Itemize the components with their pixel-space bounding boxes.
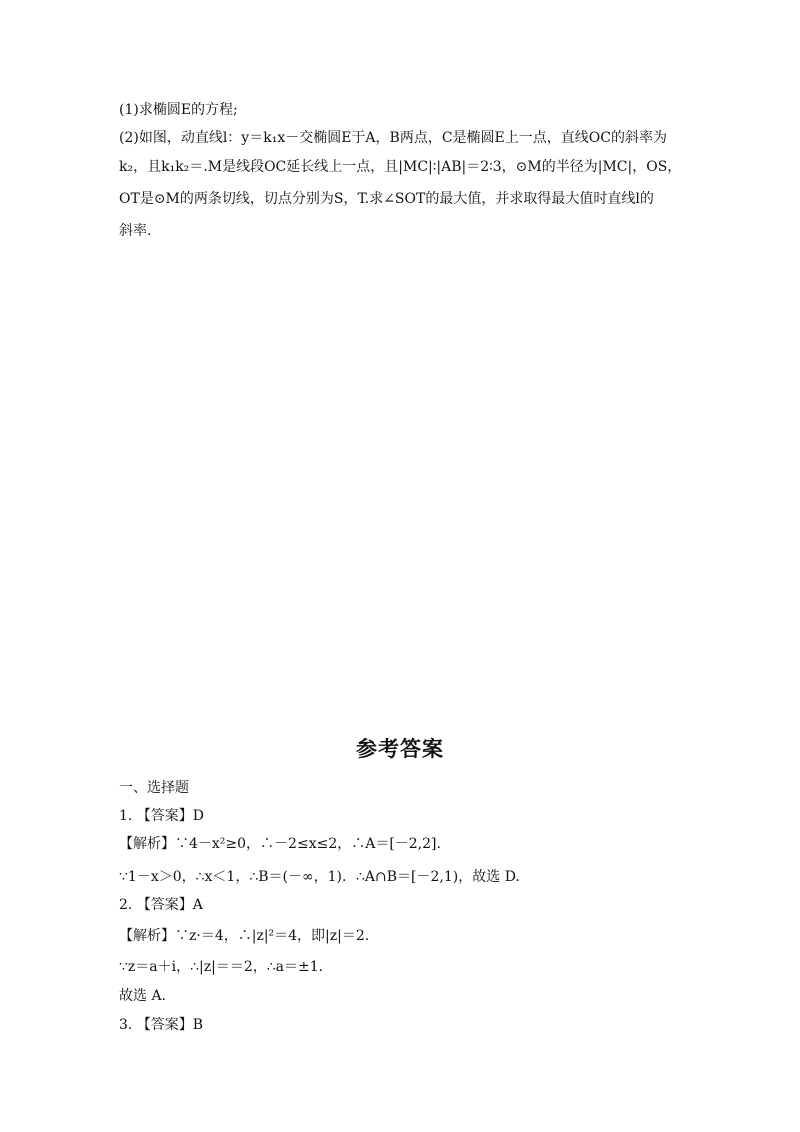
answer-line: 【解析】∵4－x²≥0，∴－2≤x≤2，∴A＝[－2,2]. — [119, 836, 441, 852]
question-part2-line-1: (2)如图，动直线l：y＝k₁x－交椭圆E于A，B两点，C是椭圆E上一点，直线OC的斜率为 — [119, 130, 667, 146]
answers-title: 参考答案 — [356, 737, 444, 761]
answer-line: 3. 【答案】B — [119, 1017, 204, 1033]
question-part2-line-3: OT是⊙M的两条切线，切点分别为S，T.求∠SOT的最大值，并求取得最大值时直线l的 — [119, 191, 654, 207]
answer-line: 2. 【答案】A — [119, 897, 203, 913]
answer-line: ∵1－x＞0，∴x＜1，∴B＝(－∞，1)．∴A∩B＝[－2,1)，故选 D. — [119, 869, 520, 885]
answer-line: ∵z＝a＋i，∴|z|＝＝2，∴a＝±1. — [119, 959, 324, 975]
answer-line: 故选 A. — [119, 988, 167, 1004]
answer-line: 1. 【答案】D — [119, 808, 205, 824]
answer-line: 【解析】∵z·＝4，∴|z|²＝4，即|z|＝2. — [119, 928, 370, 944]
question-part2-line-4: 斜率. — [119, 223, 152, 239]
answers-section-heading: 一、选择题 — [119, 780, 189, 796]
question-part2-line-2: k₂，且k₁k₂＝.M是线段OC延长线上一点，且|MC|∶|AB|＝2∶3，⊙M的半径为|MC|，OS， — [119, 159, 682, 175]
question-part1: (1)求椭圆E的方程; — [119, 102, 238, 118]
